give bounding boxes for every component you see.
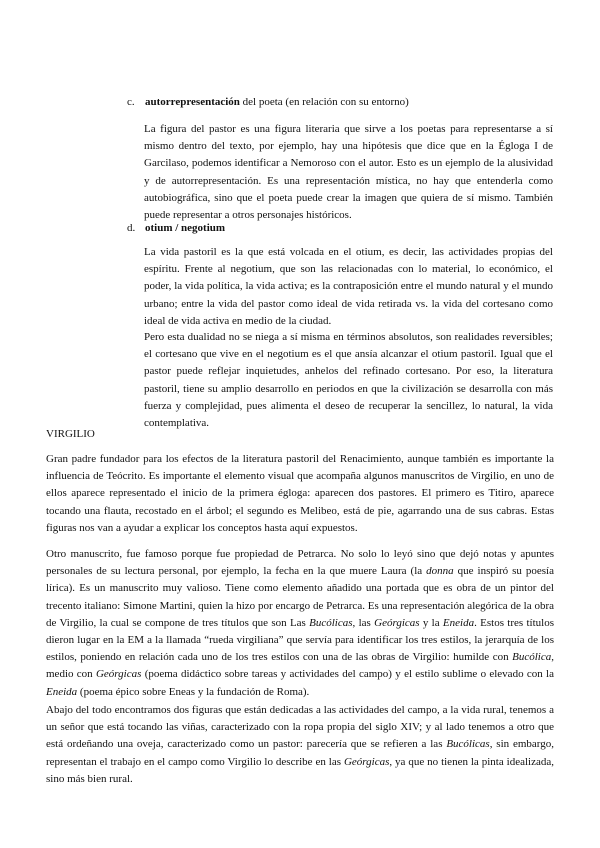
virgilio-paragraph-3: Abajo del todo encontramos dos figuras que están dedicadas a las actividades del campo, a la vida rural, tenemos a un señor que está tocando las viñas, caracterizado con la ropa propia del siglo XIV; y al lado tenemos a otro que está ordeñando una oveja, caracterizado como un pastor: parecería que se refieren a las Bucólicas, sin embargo, representan el trabajo en el campo como Virgilio lo describe en las Geórgicas, ya que no tienen la pinta idealizada, sino más bien rural. xyxy=(46,704,554,785)
section-d-title: otium / negotium xyxy=(145,222,226,234)
section-d-letter: d. xyxy=(127,222,136,234)
section-d-paragraph-1: La vida pastoril es la que está volcada en el otium, es decir, las actividades propias del espíritu. Frente al negotium, que son las relacionadas con lo material, lo económico, el poder, la vida política, la vida activa; es la contraposición entre el mundo natural y el mundo urbano; entre la vida del pastor como ideal de vida retirada vs. la vida del cortesano como ideal de vida activa en medio de la ciudad. xyxy=(144,246,553,327)
bucolicas-italic: Bucólicas xyxy=(309,616,353,629)
eneida-italic-2: Eneida xyxy=(46,685,78,698)
donna-italic: donna xyxy=(426,565,454,578)
georgicas-italic-2: Geórgicas xyxy=(95,668,142,681)
section-c-letter: c. xyxy=(127,96,135,108)
eneida-italic: Eneida xyxy=(442,616,475,629)
virgilio-paragraph-1: Gran padre fundador para los efectos de la literatura pastoril del Renacimiento, aunque también es importante la influencia de Teócrito. Es importante el elemento visual que acompaña algunos manuscritos de Virgilio, en uno de ellos aparece representado el inicio de la primera égloga: aparecen dos pastores. El primero es Titiro, aparece tocando una flauta, recostado en el árbol; el segundo es Melibeo, está de pie, agarrando una de sus cabras. Estas figuras nos van a ayudar a explicar los conceptos hasta aquí expuestos. xyxy=(46,453,554,534)
bucolicas-italic-3: Bucólicas xyxy=(446,738,490,751)
virgilio-heading: VIRGILIO xyxy=(46,428,95,440)
bucolica-italic: Bucólica xyxy=(512,651,552,664)
georgicas-italic: Geórgicas xyxy=(374,616,420,629)
georgicas-italic-3: Geórgicas xyxy=(343,755,390,768)
section-d-heading xyxy=(127,222,225,234)
section-c-heading xyxy=(127,96,409,108)
virgilio-paragraph-2: Otro manuscrito, fue famoso porque fue propiedad de Petrarca. No solo lo leyó sino que dejó notas y apuntes personales de su lectura personal, por ejemplo, la fecha en la que muere Laura (la donna que inspiró su poesía lírica). Es un manuscrito muy valioso. Tiene como elemento añadido una portada que es obra de un pintor del trecento italiano: Simone Martini, quien la hizo por encargo de Petrarca. Es una representación alegórica de la obra de Virgilio, la cual se compone de tres títulos que son Las Bucólicas, las Geórgicas y la Eneida. Estos tres títulos dieron lugar en la EM a la llamada “rueda virgiliana” que servía para identificar los tres estilos, la jerarquía de los estilos, poniendo en relación cada uno de los tres estilos con una de las obras de Virgilio: humilde con Bucólica, medio con Geórgicas (poema didáctico sobre tareas y actividades del campo) y el estilo sublime o elevado con la Eneida (poema épico sobre Eneas y la fundación de Roma). xyxy=(46,548,555,698)
section-c-paragraph: La figura del pastor es una figura literaria que sirve a los poetas para representarse a sí mismo dentro del texto, por ejemplo, hay una hipótesis que dice que en la Égloga I de Garcilaso, podemos identificar a Nemoroso con el autor. Esto es un ejemplo de la alusividad y de autorrepresentación. Es una representación mística, no hay que entenderla como autobiográfica, sino que el poeta puede crear la imagen que quiera de sí mismo. También puede representar a otros personajes históricos. xyxy=(144,123,553,222)
section-c-subtitle: del poeta (en relación con su entorno) xyxy=(239,96,409,108)
section-c-title: autorrepresentación xyxy=(145,96,240,108)
section-d-paragraph-2: Pero esta dualidad no se niega a sí misma en términos absolutos, son realidades reversibles; el cortesano que vive en el negotium es el que ansía alcanzar el otium pastoril. Igual que el pastor puede reflejar inquietudes, anhelos del refinado cortesano. Por eso, la literatura pastoril, tiene su amplio desarrollo en periodos en que la civilización se desarrolla con más fuerza y complejidad, pues alimenta el deseo de recuperar la sencillez, lo natural, la vida contemplativa. xyxy=(144,331,553,430)
